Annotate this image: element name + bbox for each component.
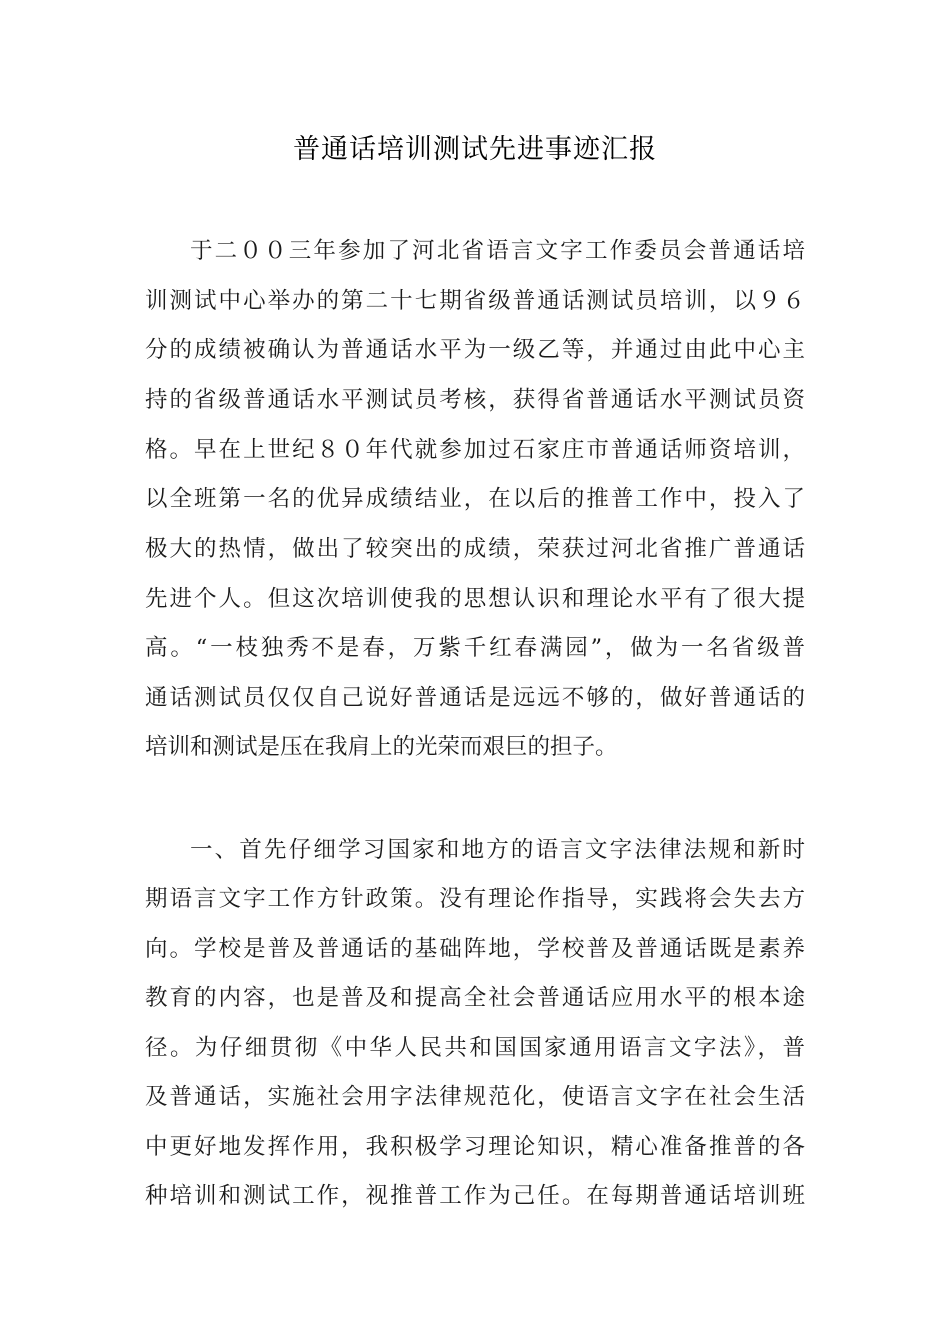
- paragraph-line: 极大的热情，做出了较突出的成绩，荣获过河北省推广普通话: [145, 536, 805, 562]
- paragraph-line: 教育的内容，也是普及和提高全社会普通话应用水平的根本途: [145, 985, 805, 1011]
- paragraph-line: 一、首先仔细学习国家和地方的语言文字法律法规和新时: [190, 837, 805, 863]
- document-title: 普通话培训测试先进事迹汇报: [293, 134, 657, 165]
- paragraph-line: 向。学校是普及普通话的基础阵地，学校普及普通话既是素养: [145, 936, 805, 962]
- paragraph-line: 及普通话，实施社会用字法律规范化，使语言文字在社会生活: [145, 1084, 805, 1110]
- paragraph-line: 格。早在上世纪８０年代就参加过石家庄市普通话师资培训，: [145, 437, 805, 463]
- paragraph-line: 中更好地发挥作用，我积极学习理论知识，精心准备推普的各: [145, 1134, 805, 1160]
- paragraph-line: 种培训和测试工作，视推普工作为己任。在每期普通话培训班: [145, 1183, 805, 1209]
- paragraph-line: 先进个人。但这次培训使我的思想认识和理论水平有了很大提: [145, 586, 805, 612]
- paragraph-line: 持的省级普通话水平测试员考核，获得省普通话水平测试员资: [145, 387, 805, 413]
- paragraph-line: 通话测试员仅仅自己说好普通话是远远不够的，做好普通话的: [145, 685, 805, 711]
- paragraph-line: 培训和测试是压在我肩上的光荣而艰巨的担子。: [145, 734, 618, 760]
- paragraph-line: 期语言文字工作方针政策。没有理论作指导，实践将会失去方: [145, 886, 805, 912]
- paragraph-line: 高。“一枝独秀不是春，万紫千红春满园”，做为一名省级普: [145, 635, 805, 661]
- paragraph-line: 径。为仔细贯彻《中华人民共和国国家通用语言文字法》，普: [145, 1035, 805, 1061]
- paragraph-line: 以全班第一名的优异成绩结业，在以后的推普工作中，投入了: [145, 486, 805, 512]
- paragraph-line: 训测试中心举办的第二十七期省级普通话测试员培训，以９６: [145, 288, 805, 314]
- paragraph-line: 于二００三年参加了河北省语言文字工作委员会普通话培: [190, 238, 805, 264]
- paragraph-line: 分的成绩被确认为普通话水平为一级乙等，并通过由此中心主: [145, 337, 805, 363]
